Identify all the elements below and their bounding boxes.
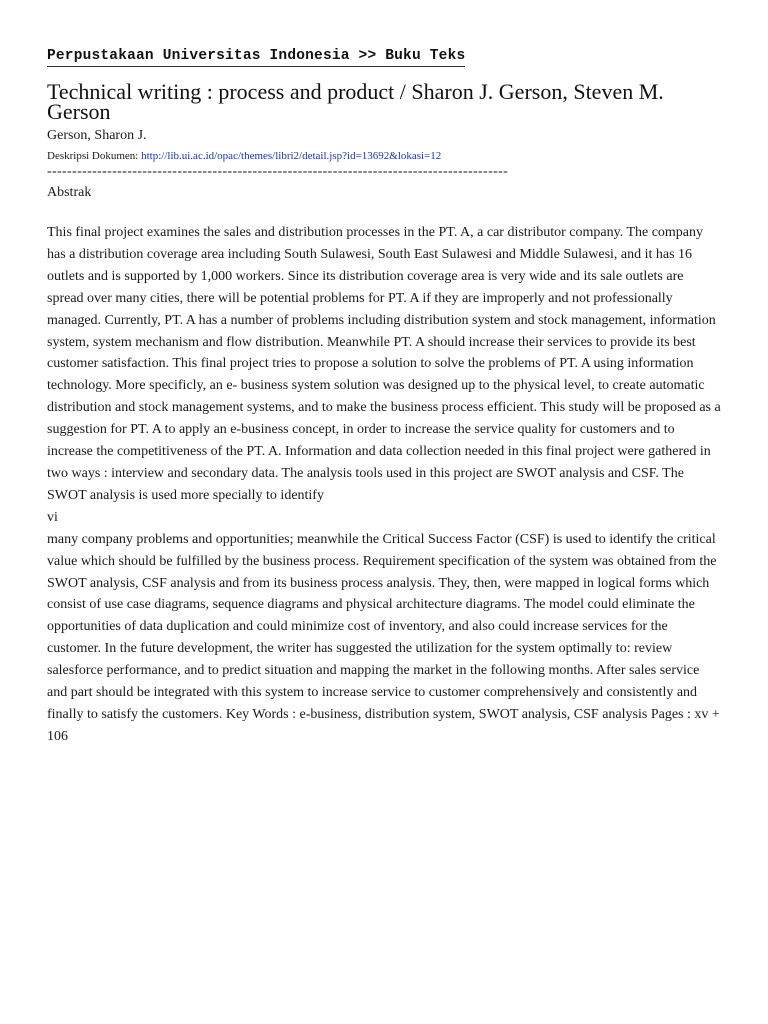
document-description <box>47 150 441 162</box>
document-title: Technical writing : process and product / Sharon J. Gerson, Steven M. Gerson <box>47 79 664 124</box>
description-label: Deskripsi Dokumen: <box>47 150 142 162</box>
abstract-heading: Abstrak <box>47 185 92 200</box>
description-link[interactable]: http://lib.ui.ac.id/opac/themes/libri2/detail.jsp?id=13692&lokasi=12 <box>141 150 442 162</box>
page-marker: vi <box>47 509 58 525</box>
abstract-paragraph-2: many company problems and opportunities; meanwhile the Critical Success Factor (CSF) is used to identify the critical value which should be fulfilled by the business process. Requirement specification of the system was obtained from the SWOT analysis, CSF analysis and from its business process analysis. They, then, were mapped in logical forms which consist of use case diagrams, sequence diagrams and physical architecture diagrams. The model could eliminate the opportunities of data duplication and could minimize cost of inventory, and also could increase services for the customer. In the future development, the writer has suggested the utilization for the system optimally to: review salesforce performance, and to predict situation and mapping the market in the following months. After sales service and part should be integrated with this system to increase service to customer comprehensively and consistently and finally to satisfy the customers. Key Words : e-business, distribution system, SWOT analysis, CSF analysis Pages : xv + 106 <box>47 531 720 744</box>
separator-line: -------------------------------------------------------------------------------------------- <box>47 164 509 179</box>
abstract-body <box>47 222 723 748</box>
abstract-paragraph-1: This final project examines the sales and distribution processes in the PT. A, a car distributor company. The company has a distribution coverage area including South Sulawesi, South East Sulawesi and Middle Sulawesi, and it has 16 outlets and is supported by 1,000 workers. Since its distribution coverage area is very wide and its sale outlets are spread over many cities, there will be potential problems for PT. A if they are improperly and not professionally managed. Currently, PT. A has a number of problems including distribution system and stock management, information system, system mechanism and flow distribution. Meanwhile PT. A should increase their services to provide its best customer satisfaction. This final project tries to propose a solution to solve the problems of PT. A using information technology. More specificly, an e- business system solution was designed up to the physical level, to create automatic distribution and stock management systems, and to make the business process efficient. This study will be proposed as a suggestion for PT. A to apply an e-business concept, in order to increase the service quality for customers and to increase the competitiveness of the PT. A. Information and data collection needed in this final project were gathered in two ways : interview and secondary data. The analysis tools used in this project are SWOT analysis and CSF. The SWOT analysis is used more specially to identify <box>47 225 721 503</box>
document-author: Gerson, Sharon J. <box>47 128 147 143</box>
breadcrumb-header[interactable]: Perpustakaan Universitas Indonesia >> Buku Teks <box>47 48 465 67</box>
